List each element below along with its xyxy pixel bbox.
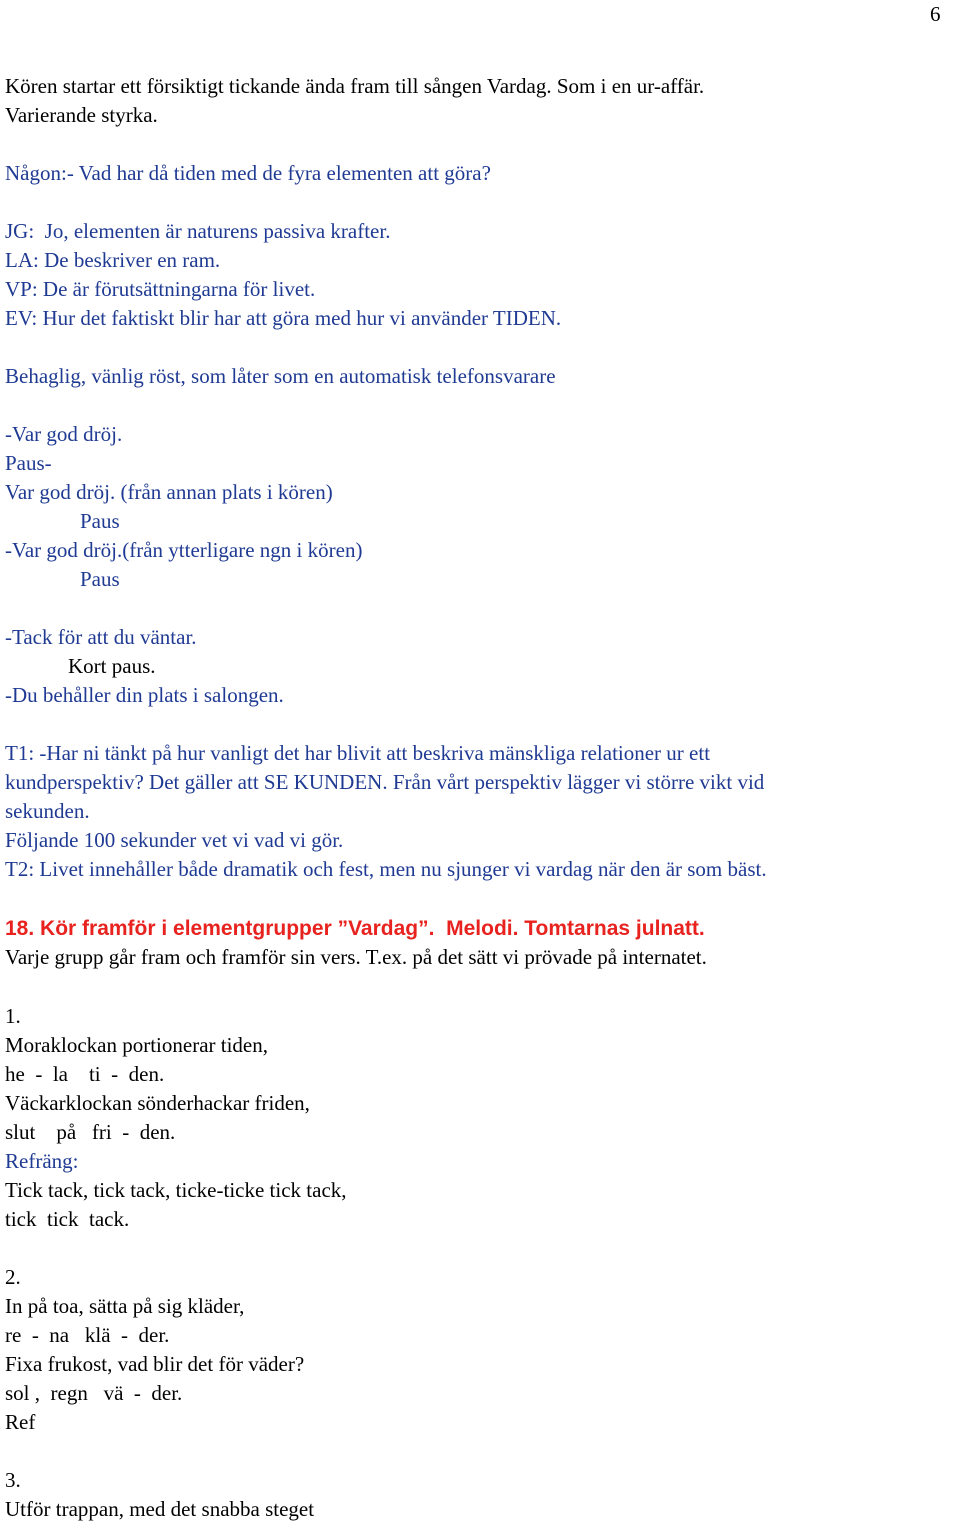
dialogue-line: T1: -Har ni tänkt på hur vanligt det har blivit att beskriva mänskliga relationer ur ett	[5, 741, 711, 765]
refrain-label: Refräng:	[5, 1149, 79, 1173]
verse-number: 1.	[5, 1004, 21, 1028]
dialogue-line: T2: Livet innehåller både dramatik och fest, men nu sjunger vi vardag när den är som bäst.	[5, 857, 767, 881]
pause-line: Paus	[80, 567, 120, 591]
dialogue-line: Följande 100 sekunder vet vi vad vi gör.	[5, 828, 344, 852]
section-heading: 18. Kör framför i elementgrupper ”Vardag”. Melodi. Tomtarnas julnatt.	[5, 917, 705, 940]
dialogue-line: VP: De är förutsättningarna för livet.	[5, 277, 316, 301]
lyric-line: Utför trappan, med det snabba steget	[5, 1497, 315, 1521]
lyric-line: tick tick tack.	[5, 1207, 130, 1231]
stage-direction-line: Kören startar ett försiktigt tickande ända fram till sången Vardag. Som i en ur-affär.	[5, 74, 705, 98]
dialogue-line: -Var god dröj.	[5, 422, 123, 446]
pause-line: Paus	[80, 509, 120, 533]
verse-number: 3.	[5, 1468, 21, 1492]
lyric-line: re - na klä - der.	[5, 1323, 170, 1347]
pause-line: Paus-	[5, 451, 52, 475]
page-number: 6	[930, 2, 941, 26]
dialogue-line: -Var god dröj.(från ytterligare ngn i kören)	[5, 538, 363, 562]
lyric-line: slut på fri - den.	[5, 1120, 176, 1144]
lyric-line: he - la ti - den.	[5, 1062, 165, 1086]
dialogue-line: sekunden.	[5, 799, 90, 823]
dialogue-line: EV: Hur det faktiskt blir har att göra med hur vi använder TIDEN.	[5, 306, 562, 330]
dialogue-line: Var god dröj. (från annan plats i kören)	[5, 480, 333, 504]
lyric-line: Tick tack, tick tack, ticke-ticke tick tack,	[5, 1178, 347, 1202]
dialogue-line: kundperspektiv? Det gäller att SE KUNDEN. Från vårt perspektiv lägger vi större vikt vid	[5, 770, 765, 794]
lyric-line: sol , regn vä - der.	[5, 1381, 183, 1405]
dialogue-line: Någon:- Vad har då tiden med de fyra elementen att göra?	[5, 161, 491, 185]
pause-line: Kort paus.	[68, 654, 156, 678]
refrain-label: Ref	[5, 1410, 36, 1434]
stage-direction-line: Behaglig, vänlig röst, som låter som en automatisk telefonsvarare	[5, 364, 556, 388]
lyric-line: Fixa frukost, vad blir det för väder?	[5, 1352, 305, 1376]
verse-number: 2.	[5, 1265, 21, 1289]
dialogue-line: JG: Jo, elementen är naturens passiva krafter.	[5, 219, 391, 243]
dialogue-line: -Du behåller din plats i salongen.	[5, 683, 284, 707]
dialogue-line: -Tack för att du väntar.	[5, 625, 197, 649]
stage-direction-line: Varierande styrka.	[5, 103, 158, 127]
dialogue-line: LA: De beskriver en ram.	[5, 248, 221, 272]
lyric-line: In på toa, sätta på sig kläder,	[5, 1294, 245, 1318]
lyric-line: Moraklockan portionerar tiden,	[5, 1033, 268, 1057]
lyric-line: Väckarklockan sönderhackar friden,	[5, 1091, 310, 1115]
instruction-line: Varje grupp går fram och framför sin vers. T.ex. på det sätt vi prövade på internatet.	[5, 945, 707, 969]
